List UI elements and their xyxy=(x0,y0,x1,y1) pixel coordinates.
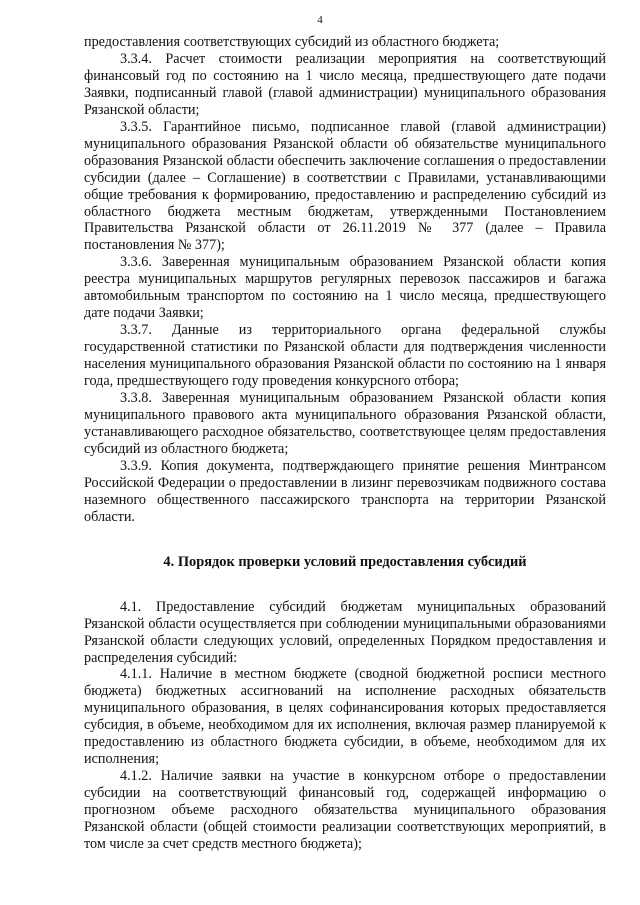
paragraph-3-3-4: 3.3.4. Расчет стоимости реализации мероприятия на соответствующий финансовый год по состоянию на 1 число месяца, предшествующего дате подачи Заявки, подписанный главой (главой администрации) муниципального образования Рязанской области; xyxy=(84,50,606,118)
paragraph-3-3-8: 3.3.8. Заверенная муниципальным образованием Рязанской области копия муниципального правового акта муниципального образования Рязанской области, устанавливающего расходное обязательство, соответствующее целям предоставления субсидий из областного бюджета; xyxy=(84,390,606,457)
paragraph-4-1-1: 4.1.1. Наличие в местном бюджете (сводной бюджетной росписи местного бюджета) бюджетных ассигнований на исполнение расходных обязательств муниципального образования, в целях софинансирования которых предоставляется субсидия, в объеме, необходимом для их исполнения, включая размер планируемой к предоставлению из областного бюджета субсидии, в объеме, необходимом для их исполнения; xyxy=(84,666,606,768)
paragraph-3-3-9: 3.3.9. Копия документа, подтверждающего принятие решения Минтрансом Российской Федерации о предоставлении в лизинг перевозчикам подвижного состава наземного общественного пассажирского транспорта на территории Рязанской области. xyxy=(84,457,606,525)
paragraph-4-1: 4.1. Предоставление субсидий бюджетам муниципальных образований Рязанской области осуществляется при соблюдении муниципальными образованиями Рязанской области следующих условий, определенных Порядком предоставления и распределения субсидий: xyxy=(84,598,606,666)
paragraph-continuation: предоставления соответствующих субсидий из областного бюджета; xyxy=(84,34,500,50)
paragraph-4-1-2: 4.1.2. Наличие заявки на участие в конкурсном отборе о предоставлении субсидии на соответствующий финансовый год, содержащей информацию о прогнозном объеме расходного обязательства муниципального образования Рязанской области (общей стоимости реализации соответствующих мероприятий, в том числе за счет средств местного бюджета); xyxy=(84,768,606,852)
page-number: 4 xyxy=(317,14,323,26)
paragraph-3-3-5: 3.3.5. Гарантийное письмо, подписанное главой (главой администрации) муниципального образования Рязанской области об обязательстве муниципального образования Рязанской области обеспечить заключение соглашения о предоставлении субсидии (далее – Соглашение) в соответствии с Правилами, устанавливающими общие требования к формированию, предоставлению и распределению субсидий из областного бюджета местным бюджетам, утвержденными Постановлением Правительства Рязанской области от 26.11.2019 № 377 (далее – Правила постановления № 377); xyxy=(84,118,606,254)
section-heading: 4. Порядок проверки условий предоставления субсидий xyxy=(163,553,527,570)
paragraph-3-3-7: 3.3.7. Данные из территориального органа федеральной службы государственной статистики по Рязанской области для подтверждения численности населения муниципального образования Рязанской области по состоянию на 1 января года, предшествующего году проведения конкурсного отбора; xyxy=(84,322,606,390)
document-body xyxy=(84,34,606,853)
paragraph-3-3-6: 3.3.6. Заверенная муниципальным образованием Рязанской области копия реестра муниципальных маршрутов регулярных перевозок пассажиров и багажа автомобильным транспортом по состоянию на 1 число месяца, предшествующего дате подачи Заявки; xyxy=(84,254,606,322)
